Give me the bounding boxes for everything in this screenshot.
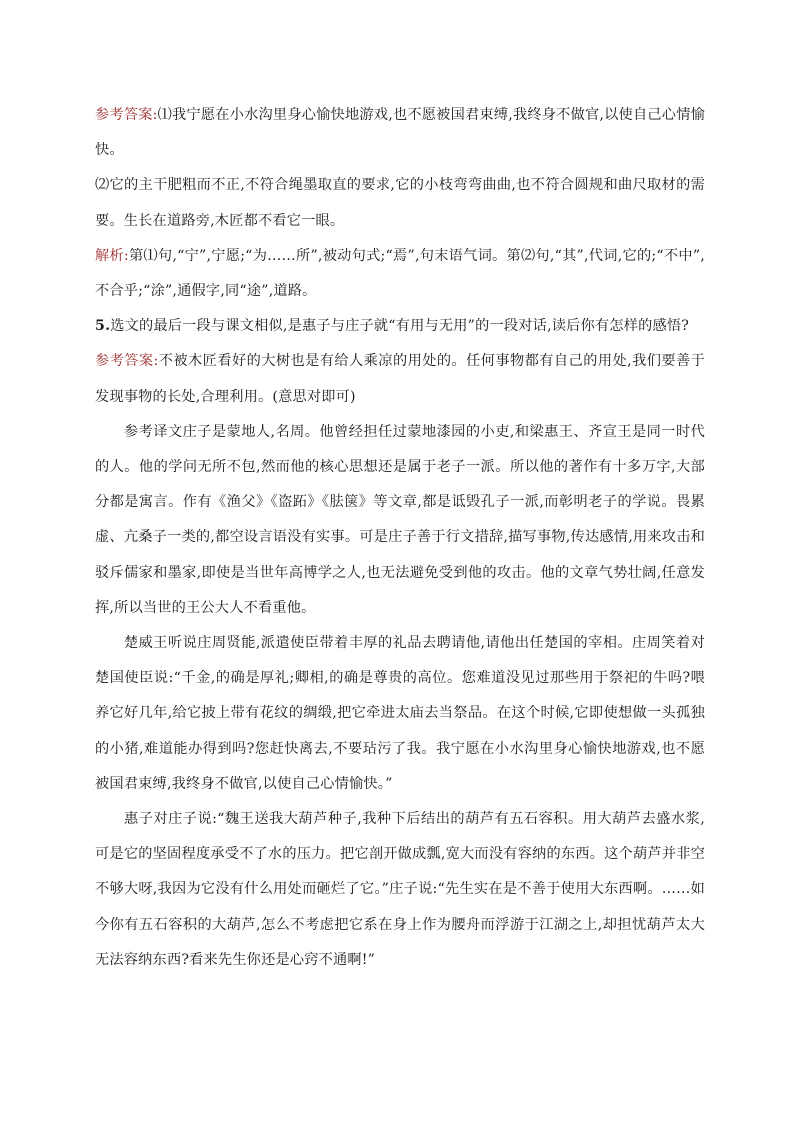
- answer-4-part-1: [95, 98, 705, 168]
- question-number: 5.: [95, 318, 111, 335]
- document-page: [95, 98, 705, 978]
- analysis-4: [95, 239, 705, 309]
- answer-label: 参考答案:: [95, 107, 158, 123]
- answer-5-text: 不被木匠看好的大树也是有给人乘凉的用处的。任何事物都有自己的用处,我们要善于发现事物的长处,合理利用。(意思对即可): [95, 353, 705, 405]
- analysis-label: 解析:: [95, 247, 129, 264]
- question-5-text: 选文的最后一段与课文相似,是惠子与庄子就“有用与无用”的一段对话,读后你有怎样的感悟?: [110, 318, 690, 335]
- translation-paragraph-2: 楚威王听说庄周贤能,派遣使臣带着丰厚的礼品去聘请他,请他出任楚国的宰相。庄周笑着对楚国使臣说:“千金,的确是厚礼;卿相,的确是尊贵的高位。您难道没见过那些用于祭祀的牛吗?喂养它好几年,给它披上带有花纹的绸缎,把它牵进太庙去当祭品。在这个时候,它即使想做一头孤独的小猪,难道能办得到吗?您赶快离去,不要玷污了我。我宁愿在小水沟里身心愉快地游戏,也不愿被国君束缚,我终身不做官,以使自己心情愉快。”: [95, 635, 705, 792]
- answer-5: [95, 344, 705, 414]
- answer-label: 参考答案:: [95, 353, 159, 370]
- translation-paragraph-3: 惠子对庄子说:“魏王送我大葫芦种子,我种下后结出的葫芦有五石容积。用大葫芦去盛水浆,可是它的坚固程度承受不了水的压力。把它剖开做成瓢,宽大而没有容纳的东西。这个葫芦并非空不够大呀,我因为它没有什么用处而砸烂了它。”庄子说:“先生实在是不善于使用大东西啊。……如今你有五石容积的大葫芦,怎么不考虑把它系在身上作为腰舟而浮游于江湖之上,却担忧葫芦太大无法容纳东西?看来先生你还是心窍不通啊!”: [95, 811, 705, 968]
- analysis-4-text: 第⑴句,“宁”,宁愿;“为……所”,被动句式;“焉”,句末语气词。第⑵句,“其”,代词,它的;“不中”,不合乎;“涂”,通假字,同“途”,道路。: [95, 247, 705, 300]
- question-5: [95, 309, 705, 344]
- answer-4-part-1-text: ⑴我宁愿在小水沟里身心愉快地游戏,也不愿被国君束缚,我终身不做官,以使自己心情愉快。: [95, 107, 705, 159]
- answer-4-part-2: ⑵它的主干肥粗而不正,不符合绳墨取直的要求,它的小枝弯弯曲曲,也不符合圆规和曲尺取材的需要。生长在道路旁,木匠都不看它一眼。: [95, 177, 705, 229]
- translation-paragraph-1: 参考译文庄子是蒙地人,名周。他曾经担任过蒙地漆园的小吏,和梁惠王、齐宣王是同一时代的人。他的学问无所不包,然而他的核心思想还是属于老子一派。所以他的著作有十多万字,大部分都是寓言。作有《渔父》《盗跖》《胠箧》等文章,都是诋毁孔子一派,而彰明老子的学说。畏累虚、亢桑子一类的,都空设言语没有实事。可是庄子善于行文措辞,描写事物,传达感情,用来攻击和驳斥儒家和墨家,即使是当世年高博学之人,也无法避免受到他的攻击。他的文章气势壮阔,任意发挥,所以当世的王公大人不看重他。: [95, 423, 705, 616]
